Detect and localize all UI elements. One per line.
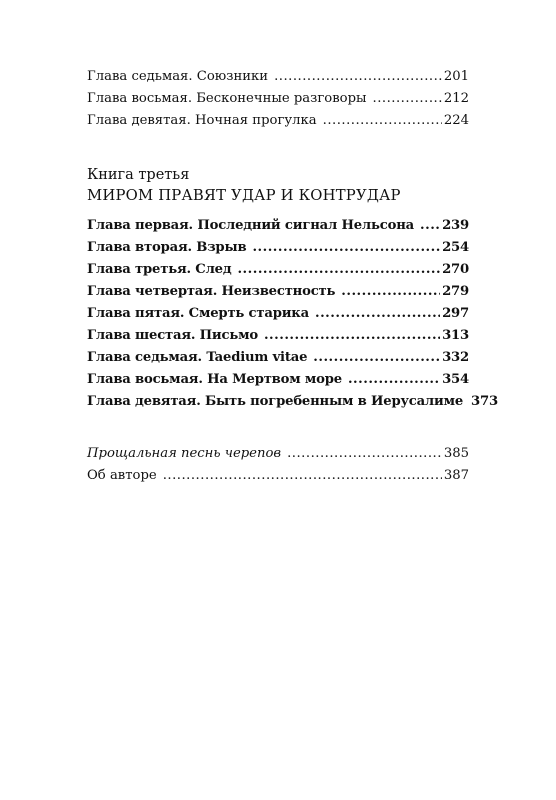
toc-entry[interactable] [87, 465, 469, 487]
toc-section-book2-end [87, 66, 469, 132]
toc-entry-page: 354 [442, 372, 469, 387]
toc-entry-title: Глава третья. След [87, 262, 232, 277]
toc-entry-title: Прощальная песнь черепов [87, 446, 282, 461]
toc-entry[interactable] [87, 237, 469, 259]
toc-entry-title: Глава восьмая. Бесконечные разговоры [87, 91, 367, 106]
toc-entry-page: 387 [443, 468, 469, 483]
toc-entry-page: 385 [443, 446, 469, 461]
toc-entry-title: Глава седьмая. Taedium vitae [87, 350, 308, 365]
dot-leader [287, 443, 442, 465]
toc-entry[interactable] [87, 259, 469, 281]
toc-entry-title: Об авторе [87, 468, 157, 483]
toc-entry[interactable] [87, 281, 469, 303]
dot-leader [237, 259, 440, 281]
toc-entry[interactable] [87, 215, 469, 237]
toc-entry-page: 212 [443, 91, 469, 106]
book-title: МИРОМ ПРАВЯТ УДАР И КОНТРУДАР [87, 187, 401, 204]
toc-entry[interactable] [87, 391, 498, 413]
dot-leader [341, 281, 440, 303]
dot-leader [348, 369, 440, 391]
dot-leader [274, 66, 442, 88]
toc-entry-title: Глава шестая. Письмо [87, 328, 258, 343]
dot-leader [163, 465, 442, 487]
toc-entry-title: Глава седьмая. Союзники [87, 69, 269, 84]
toc-entry-page: 239 [442, 218, 469, 233]
dot-leader [323, 110, 442, 132]
toc-section-appendix [87, 443, 469, 487]
toc-entry-title: Глава восьмая. На Мертвом море [87, 372, 342, 387]
toc-entry-page: 297 [442, 306, 469, 321]
dot-leader [420, 215, 440, 237]
toc-entry[interactable] [87, 347, 469, 369]
dot-leader [373, 88, 442, 110]
toc-entry-title: Глава девятая. Ночная прогулка [87, 113, 317, 128]
toc-section-book3 [87, 215, 498, 413]
toc-entry-title: Глава четвертая. Неизвестность [87, 284, 336, 299]
toc-entry[interactable] [87, 443, 469, 465]
toc-entry[interactable] [87, 110, 469, 132]
toc-entry-page: 373 [471, 394, 498, 409]
toc-entry[interactable] [87, 369, 469, 391]
toc-entry-page: 270 [442, 262, 469, 277]
toc-entry-title: Глава вторая. Взрыв [87, 240, 247, 255]
dot-leader [252, 237, 440, 259]
toc-entry-page: 254 [442, 240, 469, 255]
dot-leader [264, 325, 440, 347]
book-label: Книга третья [87, 167, 190, 183]
toc-entry[interactable] [87, 88, 469, 110]
toc-entry[interactable] [87, 303, 469, 325]
toc-entry[interactable] [87, 325, 469, 347]
dot-leader [315, 303, 440, 325]
toc-entry-title: Глава пятая. Смерть старика [87, 306, 309, 321]
dot-leader [313, 347, 440, 369]
toc-entry-page: 279 [442, 284, 469, 299]
toc-entry-page: 224 [443, 113, 469, 128]
toc-entry-title: Глава девятая. Быть погребенным в Иерусалиме [87, 394, 464, 409]
toc-entry-page: 201 [443, 69, 469, 84]
toc-entry-page: 332 [442, 350, 469, 365]
toc-entry-page: 313 [442, 328, 469, 343]
table-of-contents [87, 66, 498, 487]
toc-entry-title: Глава первая. Последний сигнал Нельсона [87, 218, 415, 233]
toc-entry[interactable] [87, 66, 469, 88]
